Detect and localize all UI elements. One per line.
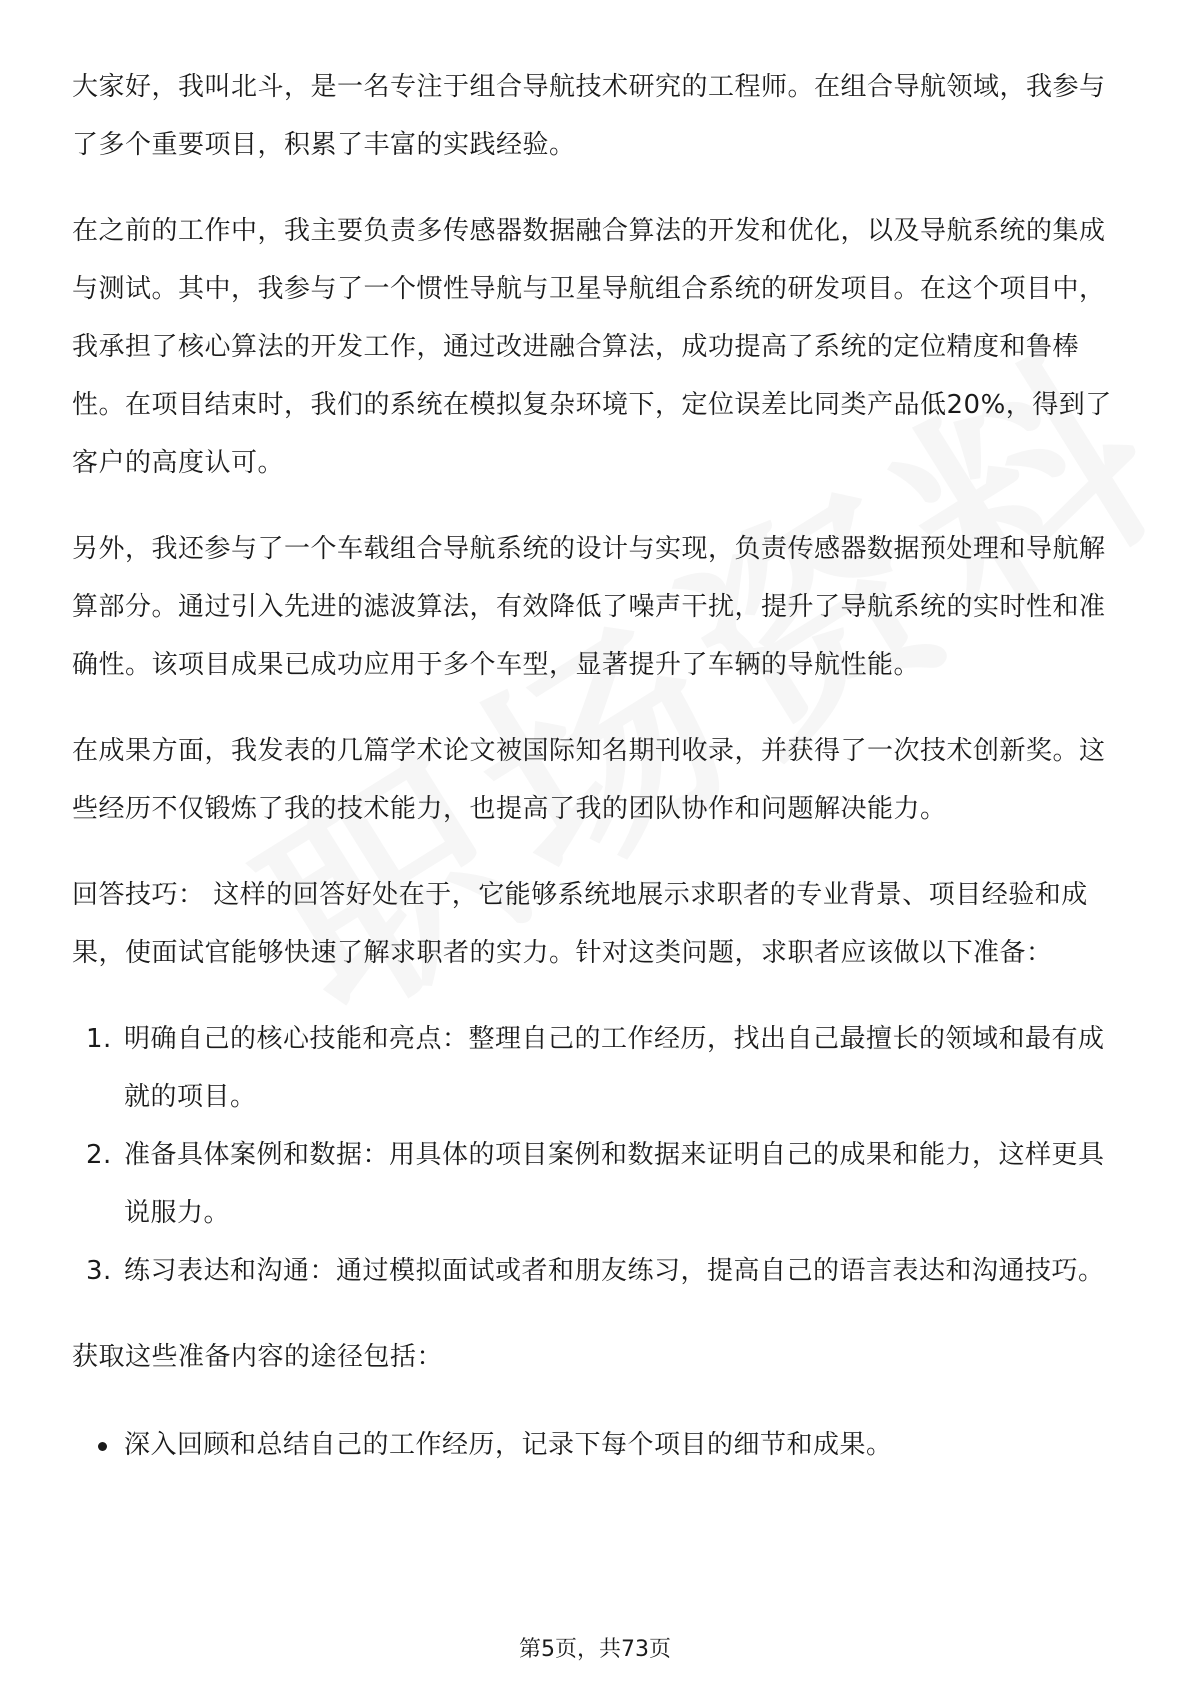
list-item xyxy=(72,1242,1122,1300)
bullet-dot-icon xyxy=(98,1442,107,1451)
list-item xyxy=(72,1010,1122,1126)
bullet-list xyxy=(72,1416,1122,1474)
list-item-text: 练习表达和沟通：通过模拟面试或者和朋友练习，提高自己的语言表达和沟通技巧。 xyxy=(124,1256,1105,1286)
list-item xyxy=(72,1126,1122,1242)
list-item-number: 3. xyxy=(86,1256,112,1286)
document-content xyxy=(72,58,1122,1474)
numbered-list xyxy=(72,1010,1122,1300)
list-item-number: 2. xyxy=(86,1140,112,1170)
paragraph-vehicle-project: 另外，我还参与了一个车载组合导航系统的设计与实现，负责传感器数据预处理和导航解算部分。通过引入先进的滤波算法，有效降低了噪声干扰，提升了导航系统的实时性和准确性。该项目成果已成功应用于多个车型，显著提升了车辆的导航性能。 xyxy=(72,534,1106,680)
paragraph-intro: 大家好，我叫北斗，是一名专注于组合导航技术研究的工程师。在组合导航领域，我参与了多个重要项目，积累了丰富的实践经验。 xyxy=(72,72,1106,160)
paragraph-previous-work: 在之前的工作中，我主要负责多传感器数据融合算法的开发和优化，以及导航系统的集成与测试。其中，我参与了一个惯性导航与卫星导航组合系统的研发项目。在这个项目中，我承担了核心算法的开发工作，通过改进融合算法，成功提高了系统的定位精度和鲁棒性。在项目结束时，我们的系统在模拟复杂环境下，定位误差比同类产品低20%，得到了客户的高度认可。 xyxy=(72,216,1112,478)
list-item-text: 明确自己的核心技能和亮点：整理自己的工作经历，找出自己最擅长的领域和最有成就的项目。 xyxy=(124,1024,1105,1112)
bullet-item-text: 深入回顾和总结自己的工作经历，记录下每个项目的细节和成果。 xyxy=(124,1430,893,1460)
paragraph-sources: 获取这些准备内容的途径包括： xyxy=(72,1342,444,1372)
paragraph-answer-tips: 回答技巧： 这样的回答好处在于，它能够系统地展示求职者的专业背景、项目经验和成果，使面试官能够快速了解求职者的实力。针对这类问题，求职者应该做以下准备： xyxy=(72,880,1088,968)
paragraph-achievements: 在成果方面，我发表的几篇学术论文被国际知名期刊收录，并获得了一次技术创新奖。这些经历不仅锻炼了我的技术能力，也提高了我的团队协作和问题解决能力。 xyxy=(72,736,1106,824)
bullet-item xyxy=(72,1416,1122,1474)
page-footer: 第5页，共73页 xyxy=(519,1637,671,1662)
list-item-text: 准备具体案例和数据：用具体的项目案例和数据来证明自己的成果和能力，这样更具说服力。 xyxy=(124,1140,1105,1228)
list-item-number: 1. xyxy=(86,1024,112,1054)
